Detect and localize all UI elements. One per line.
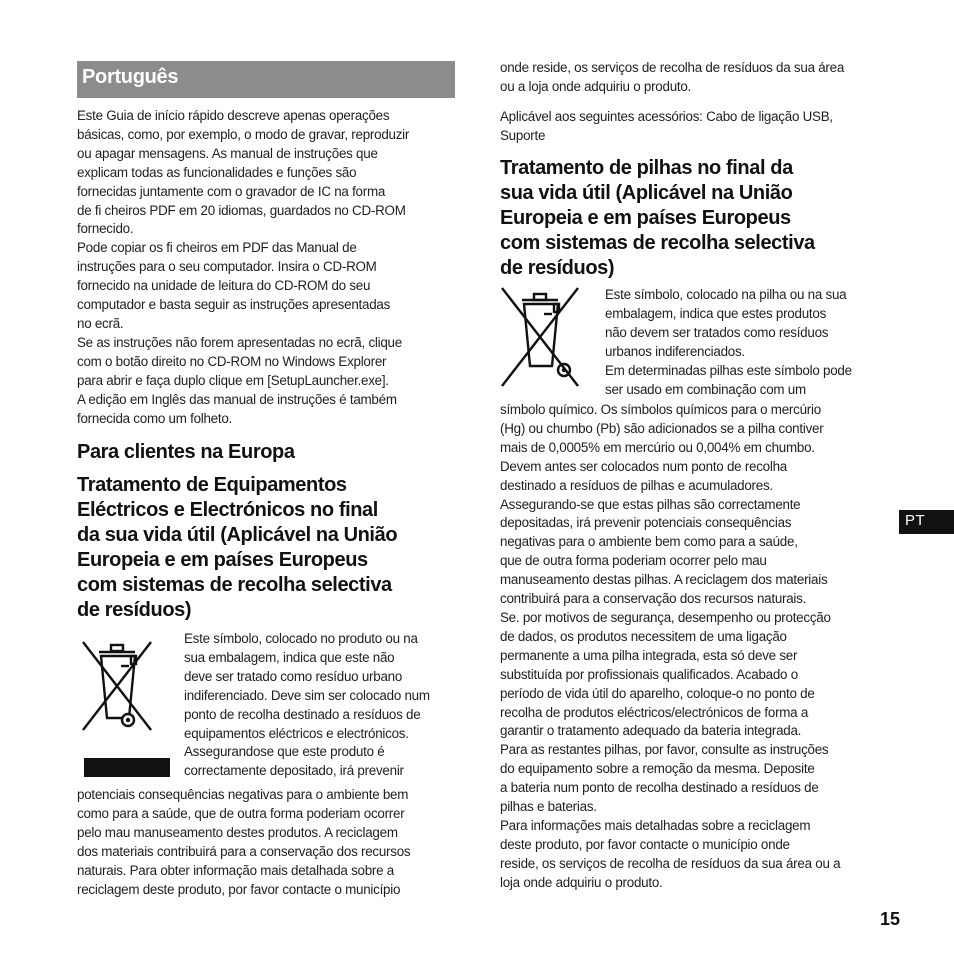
text-line: da sua vida útil (Aplicável na União — [77, 524, 398, 546]
text-line: que de outra forma poderiam ocorrer pelo mau — [500, 553, 767, 569]
text-line: depositadas, irá prevenir potenciais consequências — [500, 515, 792, 531]
text-line: de dados, os produtos necessitem de uma ligação — [500, 628, 787, 644]
text-line: recolha de produtos eléctricos/electrónicos de forma a — [500, 704, 809, 720]
text-line: Suporte — [500, 127, 546, 143]
text-line: destinado a resíduos de pilhas e acumuladores. — [500, 477, 773, 493]
text-line: Se. por motivos de segurança, desempenho ou protecção — [500, 609, 831, 625]
text-line: no ecrã. — [77, 315, 124, 331]
text-line: Tratamento de pilhas no final da — [500, 157, 793, 179]
text-line: dos materiais contribuirá para a conservação dos recursos — [77, 843, 411, 859]
text-line: computador e basta seguir as instruções apresentadas — [77, 297, 391, 313]
text-line: de fi cheiros PDF em 20 idiomas, guardados no CD-ROM — [77, 202, 406, 218]
battery-full-text — [500, 401, 840, 893]
text-line: deve ser tratado como resíduo urbano — [184, 668, 403, 684]
text-line: ou a loja onde adquiriu o produto. — [500, 78, 692, 94]
text-line: ser usado em combinação com um — [605, 381, 806, 397]
accessories-text — [500, 108, 833, 146]
text-line: Europeia e em países Europeus — [77, 549, 368, 571]
text-line: negativas para o ambiente bem como para a saúde, — [500, 534, 798, 550]
text-line: Europeia e em países Europeus — [500, 207, 791, 229]
text-line: onde reside, os serviços de recolha de resíduos da sua área — [500, 60, 845, 75]
text-line: urbanos indiferenciados. — [605, 343, 745, 359]
text-line: Em determinadas pilhas este símbolo pode — [605, 362, 852, 378]
text-line: A edição em Inglês das manual de instruções é também — [77, 391, 397, 407]
heading-europe: Para clientes na Europa — [77, 441, 295, 463]
text-line: com sistemas de recolha selectiva — [500, 232, 815, 254]
text-line: ponto de recolha destinado a resíduos de — [184, 706, 421, 722]
text-line: permanente a uma pilha integrada, esta só deve ser — [500, 647, 798, 663]
text-line: Este Guia de início rápido descreve apenas operações — [77, 108, 390, 123]
text-line: fornecidas juntamente com o gravador de IC na forma — [77, 183, 386, 199]
text-line: com sistemas de recolha selectiva — [77, 574, 392, 596]
battery-side-text — [605, 286, 852, 399]
text-line: Pode copiar os fi cheiros em PDF das Manual de — [77, 240, 357, 256]
text-line: manuseamento destas pilhas. A reciclagem dos materiais — [500, 572, 828, 588]
text-line: Se as instruções não forem apresentadas no ecrã, clique — [77, 334, 402, 350]
weee-full-text — [77, 786, 410, 899]
text-line: Aplicável aos seguintes acessórios: Cabo de ligação USB, — [500, 109, 833, 124]
text-line: pilhas e baterias. — [500, 799, 597, 815]
page-number: 15 — [880, 909, 901, 929]
text-line: Para as restantes pilhas, por favor, consulte as instruções — [500, 742, 829, 758]
text-line: para abrir e faça duplo clique em [SetupLauncher.exe]. — [77, 372, 389, 388]
text-line: Devem antes ser colocados num ponto de recolha — [500, 458, 787, 474]
text-line: potenciais consequências negativas para o ambiente bem — [77, 787, 409, 802]
language-tab: PT — [899, 510, 954, 534]
text-line: Assegurando-se que estas pilhas são correctamente — [500, 496, 801, 512]
weee-side-text — [184, 630, 430, 781]
text-line: contribuirá para a conservação dos recursos naturais. — [500, 591, 807, 607]
text-line: Para informações mais detalhadas sobre a reciclagem — [500, 817, 811, 833]
page-title: Português — [77, 61, 455, 98]
text-line: sua embalagem, indica que este não — [184, 649, 395, 665]
text-line: ou apagar mensagens. As manual de instruções que — [77, 145, 378, 161]
text-line: Tratamento de Equipamentos — [77, 474, 347, 496]
heading-battery — [500, 156, 815, 281]
text-line: naturais. Para obter informação mais detalhada sobre a — [77, 862, 394, 878]
text-line: equipamentos eléctricos e electrónicos. — [184, 725, 409, 741]
text-line: pelo mau manuseamento destes produtos. A reciclagem — [77, 824, 398, 840]
text-line: de resíduos) — [500, 257, 615, 279]
intro-text — [77, 107, 409, 428]
text-line: fornecida como um folheto. — [77, 410, 233, 426]
text-line: fornecido. — [77, 221, 134, 237]
heading-weee — [77, 473, 397, 623]
text-line: Assegurandose que este produto é — [184, 744, 385, 760]
text-line: substituída por profissionais qualificados. Acabado o — [500, 666, 798, 682]
text-line: símbolo químico. Os símbolos químicos para o mercúrio — [500, 402, 821, 417]
text-line: Este símbolo, colocado na pilha ou na sua — [605, 287, 847, 302]
text-line: de resíduos) — [77, 599, 192, 621]
text-line: (Hg) ou chumbo (Pb) são adicionados se a pilha contiver — [500, 420, 824, 436]
text-line: instruções para o seu computador. Insira o CD-ROM — [77, 259, 377, 275]
text-line: explicam todas as funcionalidades e funções são — [77, 164, 357, 180]
text-line: com o botão direito no CD-ROM no Windows Explorer — [77, 353, 387, 369]
text-line: básicas, como, por exemplo, o modo de gravar, reproduzir — [77, 126, 410, 142]
text-line: mais de 0,0005% em mercúrio ou 0,004% em chumbo. — [500, 439, 815, 455]
text-line: loja onde adquiriu o produto. — [500, 874, 663, 890]
crossed-out-wheelie-bin-icon — [77, 630, 157, 740]
text-line: indiferenciado. Deve sim ser colocado num — [184, 687, 430, 703]
text-line: reciclagem deste produto, por favor contacte o município — [77, 881, 401, 897]
text-line: fornecido na unidade de leitura do CD-ROM do seu — [77, 278, 371, 294]
text-line: correctamente depositado, irá prevenir — [184, 763, 404, 779]
text-line: deste produto, por favor contacte o município onde — [500, 836, 790, 852]
text-line: período de vida útil do aparelho, coloque-o no ponto de — [500, 685, 815, 701]
text-line: reside, os serviços de recolha de resíduos da sua área ou a — [500, 855, 841, 871]
crossed-out-wheelie-bin-icon — [500, 286, 580, 392]
text-line: do equipamento sobre a remoção da mesma. Deposite — [500, 761, 815, 777]
text-line: não devem ser tratados como resíduos — [605, 324, 829, 340]
continued-text — [500, 59, 844, 97]
black-bar — [84, 758, 170, 777]
text-line: Este símbolo, colocado no produto ou na — [184, 631, 418, 646]
text-line: a bateria num ponto de recolha destinado a resíduos de — [500, 780, 819, 796]
text-line: garantir o tratamento adequado da bateria integrada. — [500, 723, 802, 739]
text-line: sua vida útil (Aplicável na União — [500, 182, 793, 204]
text-line: como para a saúde, que de outra forma poderiam ocorrer — [77, 805, 405, 821]
text-line: embalagem, indica que estes produtos — [605, 305, 827, 321]
text-line: Eléctricos e Electrónicos no final — [77, 499, 378, 521]
